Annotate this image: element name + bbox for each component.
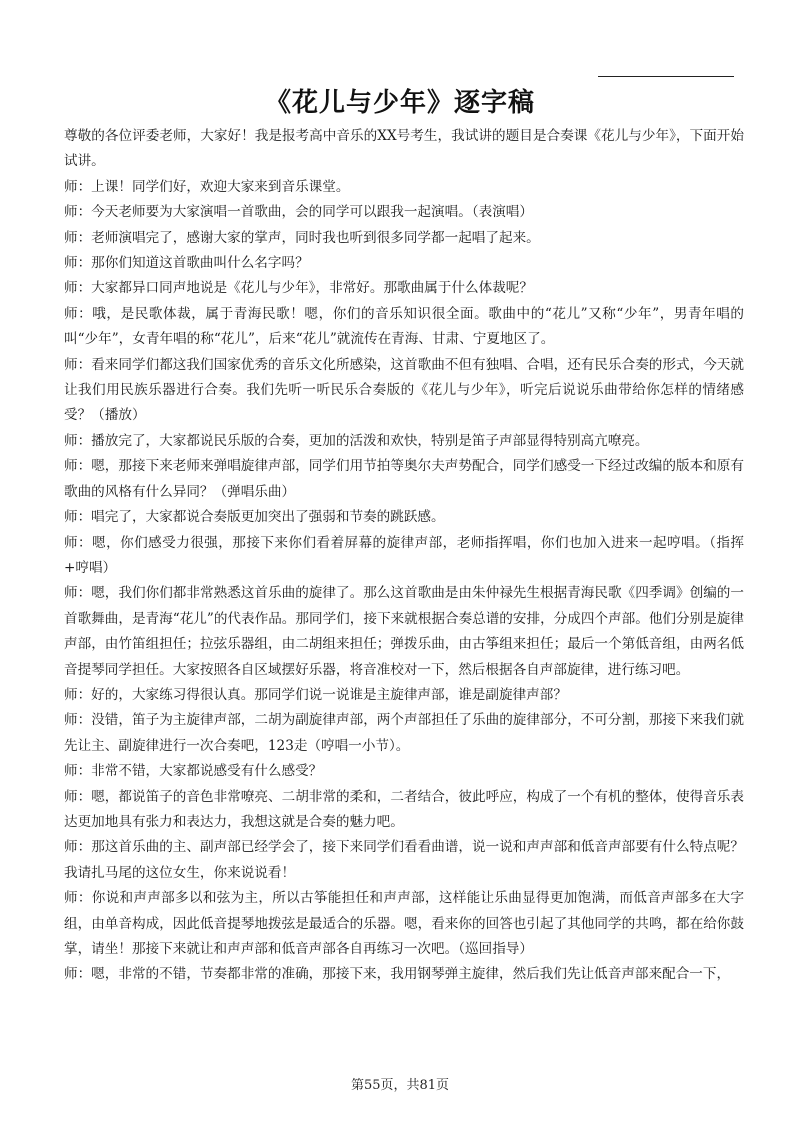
paragraph: 师：没错，笛子为主旋律声部，二胡为副旋律声部，两个声部担任了乐曲的旋律部分，不可分割，那接下来我们就先让主、副旋律进行一次合奏吧，123走（哼唱一小节）。 bbox=[64, 712, 744, 754]
paragraph: 师：嗯，都说笛子的音色非常嘹亮、二胡非常的柔和，二者结合，彼此呼应，构成了一个有机的整体，使得音乐表达更加地具有张力和表达力，我想这就是合奏的魅力吧。 bbox=[64, 788, 744, 830]
paragraph: 师：嗯，非常的不错，节奏都非常的准确，那接下来，我用钢琴弹主旋律，然后我们先让低音声部来配合一下， bbox=[64, 966, 731, 983]
page-number: 第55页，共81页 bbox=[350, 1078, 450, 1093]
paragraph: 师：那你们知道这首歌曲叫什么名字吗？ bbox=[64, 255, 309, 272]
paragraph: 师：那这首乐曲的主、副声部已经学会了，接下来同学们看看曲谱，说一说和声声部和低音声部要有什么特点呢？我请扎马尾的这位女生，你来说说看！ bbox=[64, 839, 744, 881]
document-title: 《花儿与少年》逐字稿 bbox=[264, 88, 535, 118]
paragraph: 师：哦，是民歌体裁，属于青海民歌！嗯，你们的音乐知识很全面。歌曲中的“花儿”又称“少年”，男青年唱的叫“少年”，女青年唱的称“花儿”，后来“花儿”就流传在青海、甘肃、宁夏地区了。 bbox=[64, 305, 744, 348]
document-body bbox=[64, 124, 744, 988]
paragraph: 师：上课！同学们好，欢迎大家来到音乐课堂。 bbox=[64, 178, 350, 195]
paragraph: 师：今天老师要为大家演唱一首歌曲，会的同学可以跟我一起演唱。（表演唱） bbox=[64, 204, 533, 221]
paragraph: 师：嗯，你们感受力很强，那接下来你们看着屏幕的旋律声部，老师指挥唱，你们也加入进来一起哼唱。（指挥+哼唱） bbox=[64, 534, 744, 576]
paragraph: 师：非常不错，大家都说感受有什么感受？ bbox=[64, 763, 323, 780]
paragraph: 师：看来同学们都这我们国家优秀的音乐文化所感染，这首歌曲不但有独唱、合唱，还有民乐合奏的形式，今天就让我们用民族乐器进行合奏。我们先听一听民乐合奏版的《花儿与少年》，听完后说说乐曲带给你怎样的情绪感受？（播放） bbox=[64, 356, 744, 424]
paragraph: 尊敬的各位评委老师，大家好！我是报考高中音乐的XX号考生，我试讲的题目是合奏课《花儿与少年》，下面开始试讲。 bbox=[64, 128, 744, 170]
paragraph: 师：你说和声声部多以和弦为主，所以古筝能担任和声声部，这样能让乐曲显得更加饱满，而低音声部多在大字组，由单音构成，因此低音提琴地拨弦是最适合的乐器。嗯，看来你的回答也引起了其他同学的共鸣，都在给你鼓掌，请坐！那接下来就让和声声部和低音声部各自再练习一次吧。（巡回指导） bbox=[64, 890, 744, 957]
paragraph: 师：嗯，我们你们都非常熟悉这首乐曲的旋律了。那么这首歌曲是由朱仲禄先生根据青海民歌《四季调》创编的一首歌舞曲，是青海“花儿”的代表作品。那同学们，接下来就根据合奏总谱的安排，分成四个声部。他们分别是旋律声部，由竹笛组担任；拉弦乐器组，由二胡组来担任；弹拨乐曲，由古筝组来担任；最后一个第低音组，由两名低音提琴同学担任。大家按照各自区域摆好乐器，将音准校对一下，然后根据各自声部旋律，进行练习吧。 bbox=[64, 585, 744, 678]
paragraph: 师：老师演唱完了，感谢大家的掌声，同时我也听到很多同学都一起唱了起来。 bbox=[64, 229, 540, 246]
paragraph: 师：播放完了，大家都说民乐版的合奏，更加的活泼和欢快，特别是笛子声部显得特别高亢嘹亮。 bbox=[64, 432, 649, 449]
header-rule bbox=[598, 76, 734, 77]
paragraph: 师：好的，大家练习得很认真。那同学们说一说谁是主旋律声部，谁是副旋律声部？ bbox=[64, 686, 567, 703]
paragraph: 师：嗯，那接下来老师来弹唱旋律声部，同学们用节拍等奥尔夫声势配合，同学们感受一下经过改编的版本和原有歌曲的风格有什么异同？（弹唱乐曲） bbox=[64, 458, 744, 500]
paragraph: 师：大家都异口同声地说是《花儿与少年》，非常好。那歌曲属于什么体裁呢？ bbox=[64, 280, 533, 297]
paragraph: 师：唱完了，大家都说合奏版更加突出了强弱和节奏的跳跃感。 bbox=[64, 509, 445, 526]
